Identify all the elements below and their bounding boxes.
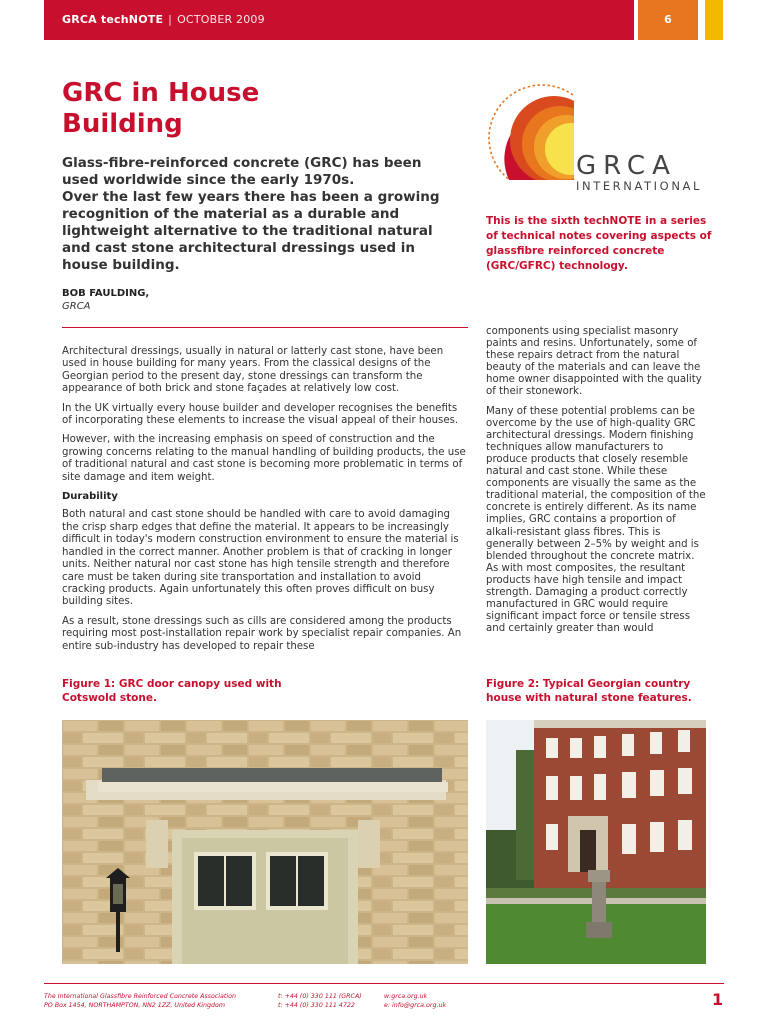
author-affiliation: GRCA [62, 301, 91, 312]
intro-text [62, 155, 457, 274]
footer-email-link[interactable]: e: info@grca.org.uk [384, 1002, 447, 1009]
figure-1-photo [62, 720, 468, 964]
header-accent-strip [705, 0, 723, 40]
title-line-1: GRC in House [62, 78, 260, 108]
header-date: OCTOBER 2009 [177, 13, 265, 26]
body-column-left [62, 346, 466, 660]
header-bar [44, 0, 634, 40]
header-text [62, 13, 265, 26]
footer-phone-1: t: +44 (0) 330 111 (GRCA) [278, 993, 362, 1000]
intro-paragraph-2: Over the last few years there has been a growing recognition of the material as a durable and lightweight alternative to the traditional natural and cast stone architectural dressings used in house building. [62, 189, 440, 273]
footer-divider [44, 983, 724, 984]
author-name: BOB FAULDING, [62, 288, 150, 299]
figure-2-caption: Figure 2: Typical Georgian country house with natural stone features. [486, 678, 692, 704]
page-number: 1 [712, 990, 724, 1009]
body-right-paragraph-1: components using specialist masonry paints and resins. Unfortunately, some of these repairs detract from the natural beauty of the materials and can leave the home owner disappointed with the quality of their stonework. [486, 326, 702, 398]
body-left-paragraph-2: In the UK virtually every house builder and developer recognises the benefits of incorporating these elements to increase the visual appeal of their houses. [62, 402, 459, 427]
issue-number-box [638, 0, 698, 40]
header-separator: | [168, 13, 173, 26]
body-right-paragraph-2: Many of these potential problems can be overcome by the use of high-quality GRC architectural dressings. Modern finishing techniques allow manufacturers to produce products that closely resemble natural and cast stone. While these components are visually the same as the traditional material, the composition of the concrete is entirely different. As its name implies, GRC contains a proportion of alkali-resistant glass fibres. This is generally between 2–5% by weight and is blended throughout the concrete matrix. As with most composites, the resultant products have high tensile and impact strength. Damaging a product correctly manufactured in GRC would require significant impact force or tensile stress and certainly greater than would [486, 405, 706, 635]
title-line-2: Building [62, 109, 183, 139]
durability-heading: Durability [62, 491, 118, 503]
footer-phone-2: t: +44 (0) 330 111 4722 [278, 1002, 355, 1009]
section-divider [62, 327, 468, 328]
body-column-right [486, 326, 706, 642]
body-left-paragraph-3: However, with the increasing emphasis on speed of construction and the growing concerns relating to the manual handling of building products, the use of traditional natural and cast stone is becoming more problematic in terms of site damage and item weight. [62, 434, 466, 483]
figure-1-caption: Figure 1: GRC door canopy used with Cotswold stone. [62, 678, 282, 704]
footer-contact-block [384, 992, 446, 1010]
series-note: This is the sixth techNOTE in a series of technical notes covering aspects of glassfibre reinforced concrete (GRC/GFRC) technology. [486, 215, 712, 272]
footer-website-link[interactable]: w:grca.org.uk [384, 993, 428, 1000]
figure-2-photo [486, 720, 706, 964]
body-left-paragraph-4: Both natural and cast stone should be handled with care to avoid damaging the crisp sharp edges that define the material. It appears to be increasingly difficult in today's modern construction environment to ensure the material is handled in the correct manner. Another problem is that of cracking in longer units. Neither natural nor cast stone has high tensile strength and therefore care must be taken during site transportation and installation to avoid cracking products. Again unfortunately this often proves difficult on busy building sites. [62, 509, 459, 608]
issue-number: 6 [664, 13, 672, 26]
footer-org-block [44, 992, 236, 1010]
header-brand: GRCA techNOTE [62, 13, 164, 26]
body-left-paragraph-5: As a result, stone dressings such as cills are considered among the products requiring most post-installation repair work by specialist repair companies. An entire sub-industry has developed to repair these [62, 615, 462, 652]
footer-address: PO Box 1454, NORTHAMPTON, NN2 1ZZ, United Kingdom [44, 1002, 225, 1009]
body-left-paragraph-1: Architectural dressings, usually in natural or latterly cast stone, have been used in house building for many years. From the classical designs of the Georgian period to the present day, stone dressings can transform the appearance of both brick and stone façades at relatively low cost. [62, 346, 444, 395]
logo-wordmark: GRCA [576, 151, 677, 181]
footer-phone-block [278, 992, 362, 1010]
logo-subtitle: INTERNATIONAL [576, 179, 702, 193]
intro-paragraph-1: Glass-fibre-reinforced concrete (GRC) has been used worldwide since the early 1970s. [62, 155, 422, 188]
footer-org-name: The International Glassfibre Reinforced Concrete Association [44, 993, 236, 1000]
page-title [62, 78, 422, 140]
